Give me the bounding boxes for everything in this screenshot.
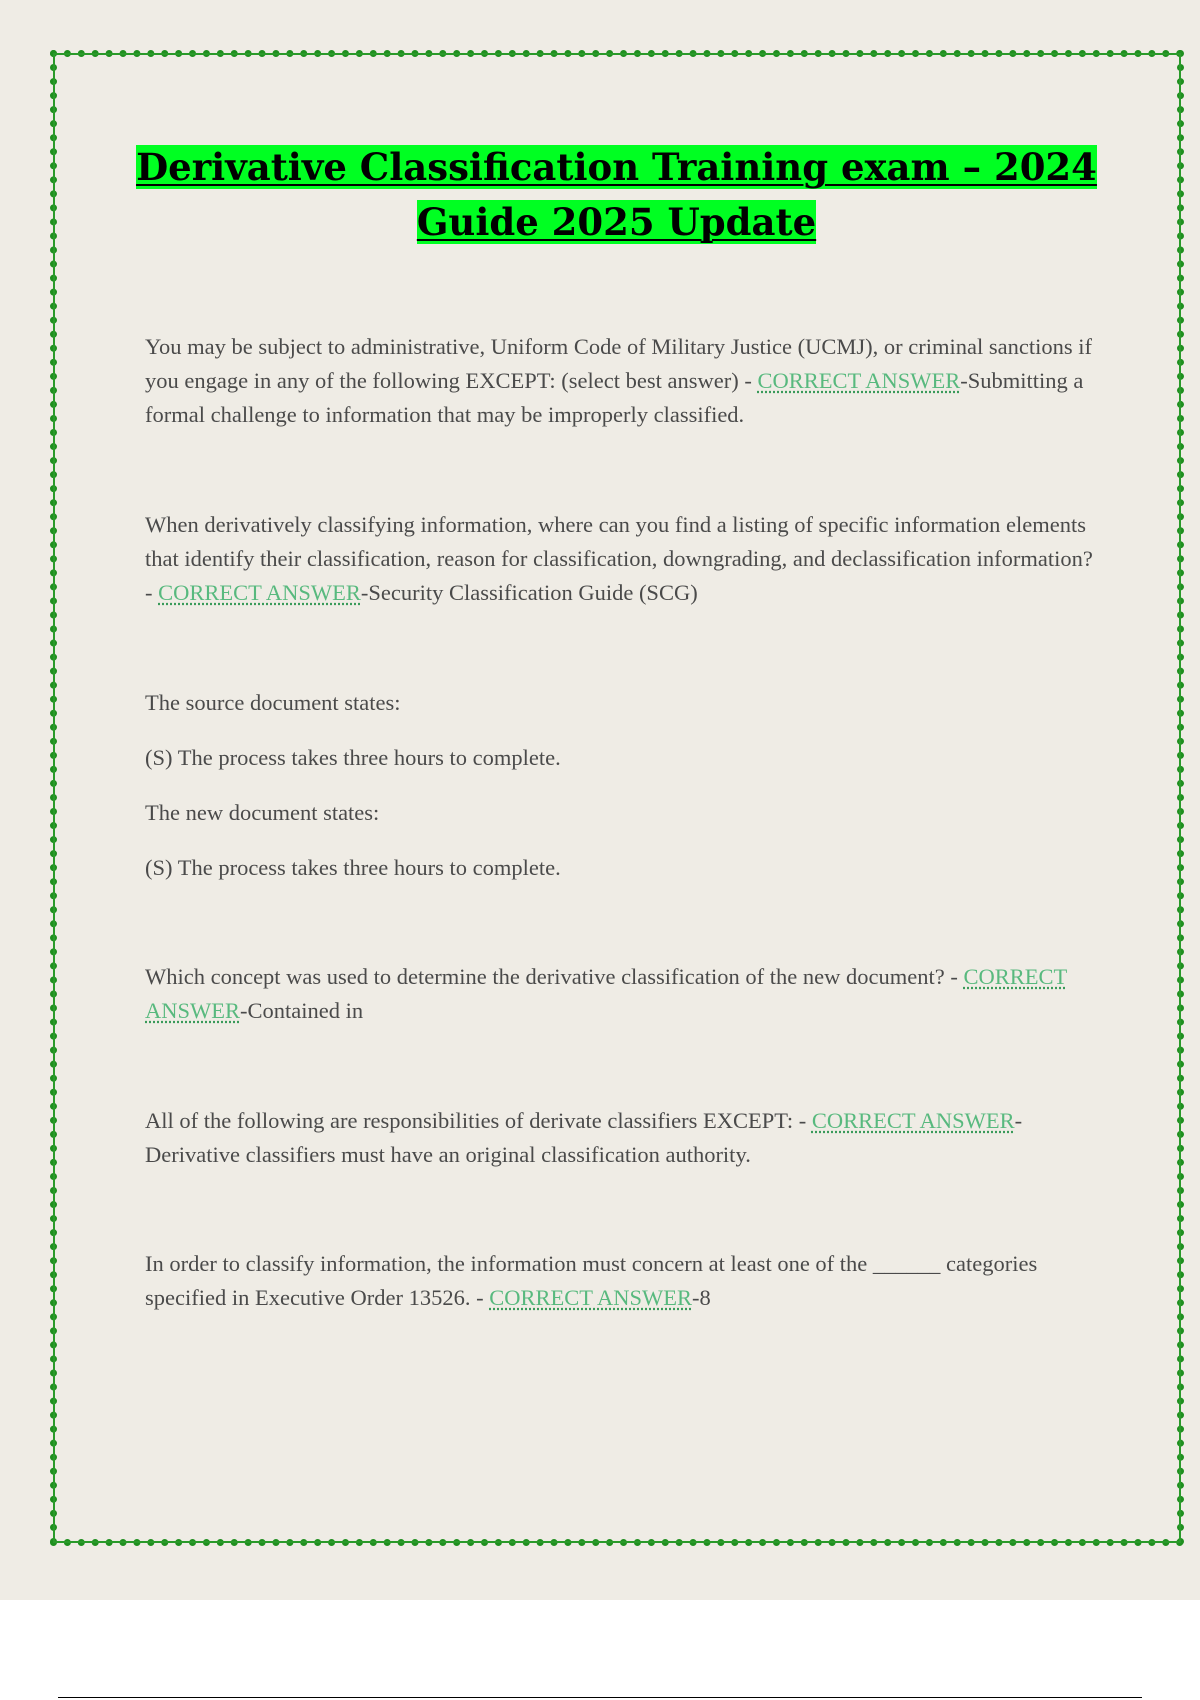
correct-answer-label-1: CORRECT ANSWER [757,368,961,393]
question-5-answer: -Derivative classifiers must have an original classification authority. [145,1108,1023,1167]
new-document-sentence: (S) The process takes three hours to complete. [145,855,561,880]
question-6-text: In order to classify information, the information must concern at least one of the ______ categories specified in Executive Order 13526. - [145,1251,1038,1310]
page-title [120,140,1113,250]
question-1 [145,330,1095,432]
correct-answer-label-2: CORRECT ANSWER [158,580,361,605]
question-6-answer: -8 [692,1285,711,1310]
title-line-2: Guide 2025 Update [416,200,817,244]
question-4-text: Which concept was used to determine the derivative classification of the new document? - [145,964,964,989]
question-2-answer: -Security Classification Guide (SCG) [360,580,698,605]
source-document-sentence: (S) The process takes three hours to complete. [145,745,561,770]
footer-divider [58,1697,1142,1698]
correct-answer-label-6: CORRECT ANSWER [489,1285,693,1310]
question-2 [145,508,1095,610]
correct-answer-label-4: CORRECT ANSWER [145,964,1068,1023]
question-1-text: You may be subject to administrative, Uniform Code of Military Justice (UCMJ), or criminal sanctions if you engage in any of the following EXCEPT: (select best answer) - [145,334,1092,393]
question-4-answer: -Contained in [240,998,364,1023]
source-document-line: The source document states: [145,690,401,715]
question-6 [145,1247,1095,1315]
title-line-1: Derivative Classification Training exam – 2024 [136,145,1097,189]
new-document-line: The new document states: [145,800,380,825]
question-5-text: All of the following are responsibilities of derivate classifiers EXCEPT: - [145,1108,812,1133]
question-4 [145,960,1095,1028]
question-2-text: When derivatively classifying information, where can you find a listing of specific information elements that identify their classification, reason for classification, downgrading, and declassification information? - [145,512,1093,605]
question-1-answer: -Submitting a formal challenge to information that may be improperly classified. [145,368,1084,427]
question-5 [145,1104,1095,1172]
correct-answer-label-5: CORRECT ANSWER [811,1108,1015,1133]
